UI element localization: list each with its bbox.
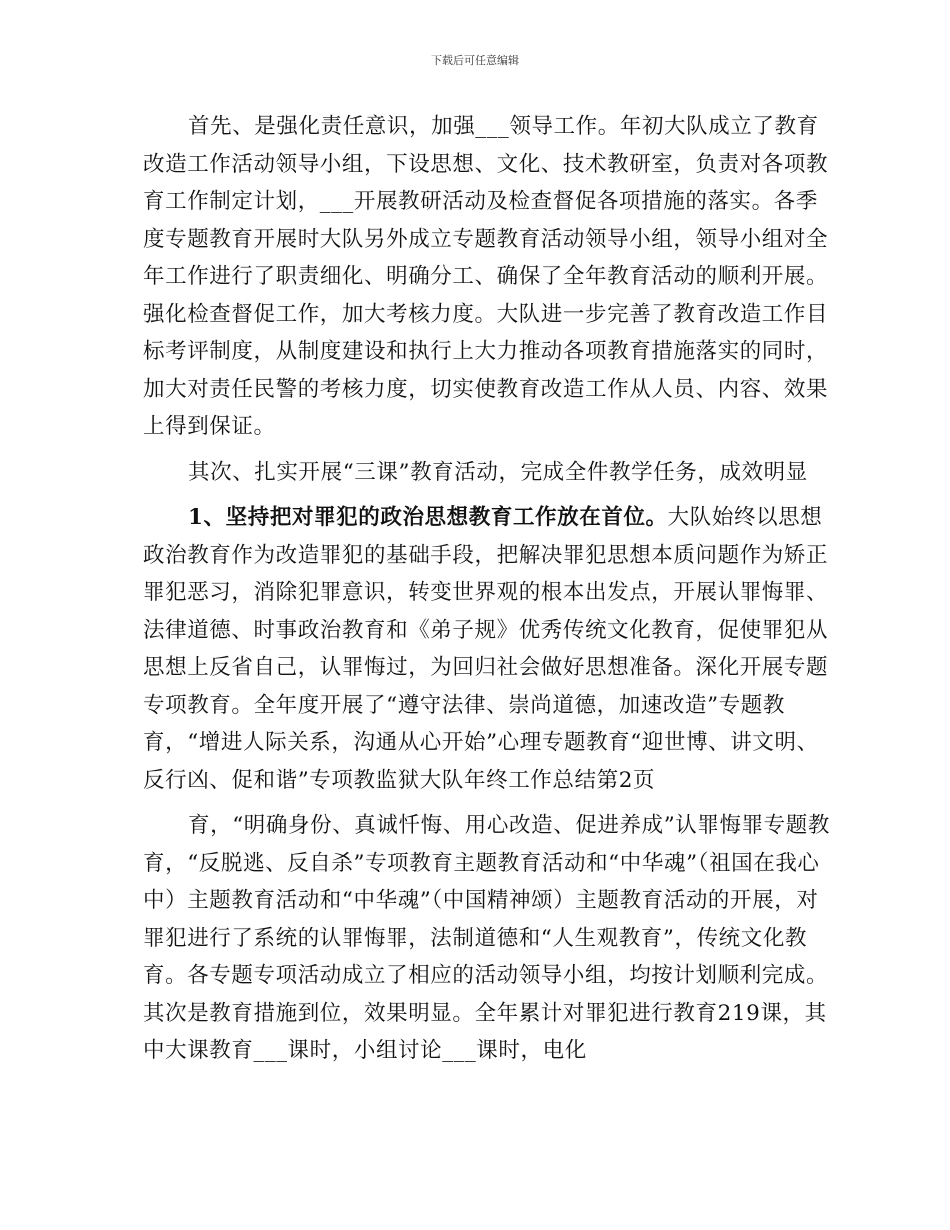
paragraph-three-lessons: 其次、扎实开展“三课”教育活动，完成全件教学任务，成效明显 <box>188 459 808 485</box>
paragraph-heading: 1、坚持把对罪犯的政治思想教育工作放在首位。 <box>188 505 668 530</box>
page-header: 下载后可任意编辑 <box>431 54 519 67</box>
document-body <box>143 108 833 1070</box>
paragraph-education-continued: 育，“明确身份、真诚忏悔、用心改造、促进养成”认罪悔罪专题教育，“反脱逃、反自杀”专项教育主题教育活动和“中华魂”（祖国在我心中）主题教育活动和“中华魂”（中国精神颂）主题教育活动的开展，对罪犯进行了系统的认罪悔罪，法制道德和“人生观教育”，传统文化教育。各专题专项活动成立了相应的活动领导小组，均按计划顺利完成。其次是教育措施到位，效果明显。全年累计对罪犯进行教育219课，其中大课教育___课时，小组讨论___课时，电化 <box>143 813 830 1063</box>
paragraph-body: 大队始终以思想政治教育作为改造罪犯的基础手段，把解决罪犯思想本质问题作为矫正罪犯恶习，消除犯罪意识，转变世界观的根本出发点，开展认罪悔罪、法律道德、时事政治教育和《弟子规》优秀传统文化教育，促使罪犯从思想上反省自己，认罪悔过，为回归社会做好思想准备。深化开展专题专项教育。全年度开展了“遵守法律、崇尚道德，加速改造”专题教育，“增进人际关系，沟通从心开始”心理专题教育“迎世博、讲文明、反行凶、促和谐”专项教监狱大队年终工作总结第2页 <box>143 505 829 793</box>
paragraph-responsibility: 首先、是强化责任意识，加强___领导工作。年初大队成立了教育改造工作活动领导小组，下设思想、文化、技术教研室，负责对各项教育工作制定计划，___开展教研活动及检查督促各项措施的落实。各季度专题教育开展时大队另外成立专题教育活动领导小组，领导小组对全年工作进行了职责细化、明确分工、确保了全年教育活动的顺利开展。强化检查督促工作，加大考核力度。大队进一步完善了教育改造工作目标考评制度，从制度建设和执行上大力推动各项教育措施落实的同时，加大对责任民警的考核力度，切实使教育改造工作从人员、内容、效果上得到保证。 <box>143 114 829 439</box>
paragraph-political-education <box>143 499 833 799</box>
